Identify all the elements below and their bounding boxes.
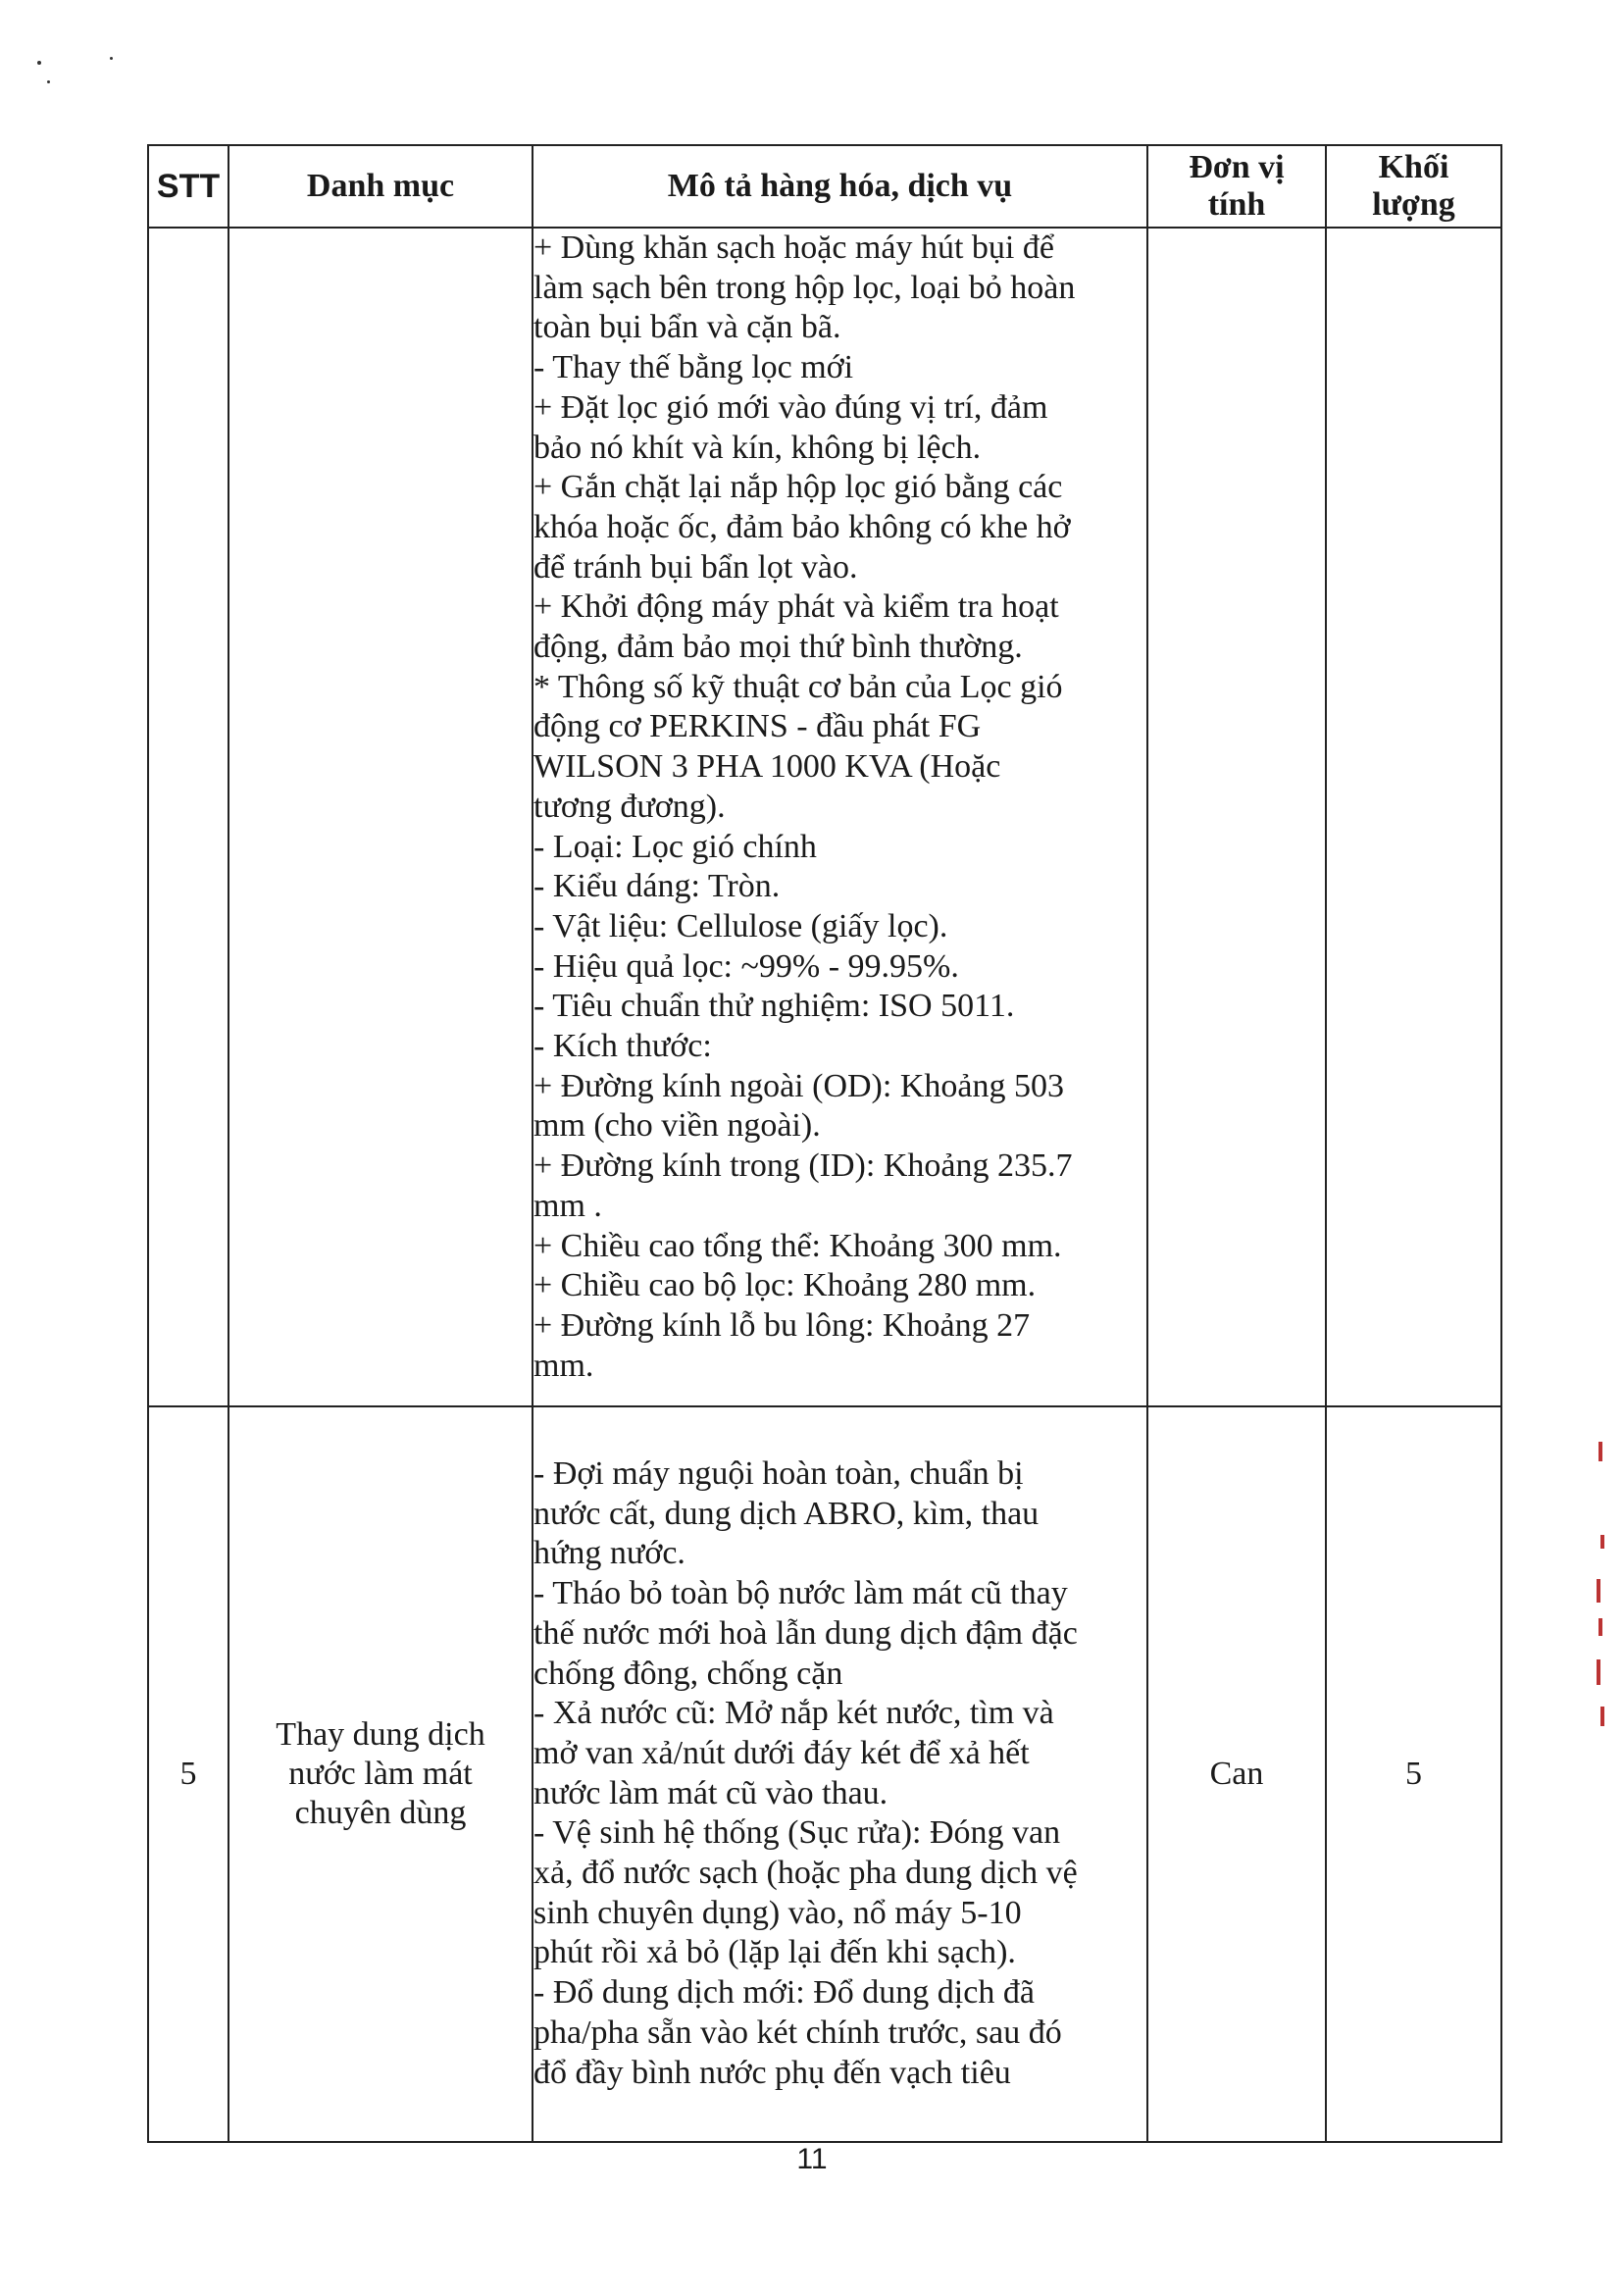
header-quantity: [1326, 145, 1501, 228]
header-category: Danh mục: [228, 145, 533, 228]
description-line: bảo nó khít và kín, không bị lệch.: [533, 429, 982, 466]
description-line: làm sạch bên trong hộp lọc, loại bỏ hoàn: [533, 269, 1076, 306]
description-line: sinh chuyên dụng) vào, nổ máy 5-10: [533, 1894, 1022, 1931]
cell-unit: [1147, 228, 1326, 1406]
category-line: Thay dung dịch: [276, 1716, 485, 1753]
scan-speck: [37, 61, 41, 65]
description-line: + Gắn chặt lại nắp hộp lọc gió bằng các: [533, 469, 1063, 506]
description-line: - Đợi máy nguội hoàn toàn, chuẩn bị: [533, 1455, 1024, 1492]
description-line: * Thông số kỹ thuật cơ bản của Lọc gió: [533, 668, 1063, 705]
description-line: - Kiểu dáng: Tròn.: [533, 868, 781, 905]
page-number: 11: [796, 2143, 828, 2175]
cell-quantity: 5: [1326, 1406, 1501, 2142]
header-quantity-line: lượng: [1372, 186, 1455, 223]
description-line: - Loại: Lọc gió chính: [533, 828, 817, 865]
category-line: nước làm mát: [288, 1756, 473, 1792]
description-line: khóa hoặc ốc, đảm bảo không có khe hở: [533, 508, 1071, 545]
edge-mark: [1597, 1579, 1600, 1603]
header-row: [148, 145, 1501, 228]
description-line: động, đảm bảo mọi thứ bình thường.: [533, 629, 1023, 666]
description-line: - Đổ dung dịch mới: Đổ dung dịch đã: [533, 1974, 1035, 2012]
description-line: mở van xả/nút dưới đáy két để xả hết: [533, 1734, 1030, 1771]
edge-mark: [1599, 1618, 1602, 1636]
goods-table: [147, 144, 1502, 2143]
table-row-continued: [148, 228, 1501, 1406]
description-line: + Đặt lọc gió mới vào đúng vị trí, đảm: [533, 388, 1048, 426]
description-line: hứng nước.: [533, 1535, 685, 1572]
description-line: tương đương).: [533, 788, 726, 825]
description-line: chống đông, chống cặn: [533, 1655, 843, 1692]
description-line: + Khởi động máy phát và kiểm tra hoạt: [533, 588, 1059, 626]
edge-mark: [1600, 1535, 1604, 1549]
description-line: để tránh bụi bẩn lọt vào.: [533, 548, 858, 586]
description-line: mm (cho viền ngoài).: [533, 1107, 821, 1145]
cell-stt: [148, 228, 228, 1406]
cell-category: [228, 1406, 533, 2142]
header-unit-line: Đơn vị: [1189, 149, 1285, 185]
cell-stt: 5: [148, 1406, 228, 2142]
description-line: - Kích thước:: [533, 1028, 712, 1065]
description-line: nước cất, dung dịch ABRO, kìm, thau: [533, 1495, 1040, 1532]
cell-description: [533, 228, 1147, 1406]
scan-speck: [110, 57, 113, 60]
header-stt: STT: [148, 145, 228, 228]
description-line: động cơ PERKINS - đầu phát FG: [533, 708, 982, 745]
scan-speck: [47, 80, 50, 83]
description-line: + Chiều cao bộ lọc: Khoảng 280 mm.: [533, 1267, 1037, 1304]
description-line: - Hiệu quả lọc: ~99% - 99.95%.: [533, 947, 959, 985]
table-row-5: [148, 1406, 1501, 2142]
description-line: + Đường kính ngoài (OD): Khoảng 503: [533, 1067, 1064, 1104]
cell-description: [533, 1406, 1147, 2142]
description-line: pha/pha sẵn vào két chính trước, sau đó: [533, 2014, 1062, 2051]
description-lines: [533, 1454, 1146, 2093]
description-line: + Đường kính lỗ bu lông: Khoảng 27: [533, 1306, 1031, 1344]
description-line: toàn bụi bẩn và cặn bã.: [533, 309, 841, 346]
description-line: phút rồi xả bỏ (lặp lại đến khi sạch).: [533, 1934, 1016, 1971]
description-line: thế nước mới hoà lẫn dung dịch đậm đặc: [533, 1614, 1078, 1652]
description-line: đổ đầy bình nước phụ đến vạch tiêu: [533, 2054, 1011, 2091]
category-line: chuyên dùng: [294, 1795, 467, 1831]
header-unit: [1147, 145, 1326, 228]
description-line: + Chiều cao tổng thể: Khoảng 300 mm.: [533, 1227, 1062, 1264]
description-line: - Thay thế bằng lọc mới: [533, 349, 854, 386]
description-line: nước làm mát cũ vào thau.: [533, 1774, 888, 1811]
description-line: - Xả nước cũ: Mở nắp két nước, tìm và: [533, 1695, 1054, 1732]
description-line: - Tiêu chuẩn thử nghiệm: ISO 5011.: [533, 988, 1015, 1025]
description-line: - Vật liệu: Cellulose (giấy lọc).: [533, 907, 948, 944]
description-line: + Đường kính trong (ID): Khoảng 235.7: [533, 1147, 1073, 1185]
description-line: + Dùng khăn sạch hoặc máy hút bụi để: [533, 229, 1054, 266]
description-line: mm.: [533, 1347, 594, 1384]
edge-mark: [1597, 1659, 1600, 1685]
edge-mark: [1600, 1707, 1604, 1726]
description-line: - Tháo bỏ toàn bộ nước làm mát cũ thay: [533, 1575, 1068, 1612]
edge-mark: [1599, 1442, 1602, 1461]
header-unit-line: tính: [1207, 186, 1266, 223]
description-line: WILSON 3 PHA 1000 KVA (Hoặc: [533, 748, 1001, 786]
cell-category: [228, 228, 533, 1406]
description-line: - Vệ sinh hệ thống (Sục rửa): Đóng van: [533, 1814, 1061, 1852]
header-description: Mô tả hàng hóa, dịch vụ: [533, 145, 1147, 228]
cell-quantity: [1326, 228, 1501, 1406]
description-lines: [533, 229, 1146, 1386]
cell-unit: Can: [1147, 1406, 1326, 2142]
description-line: mm .: [533, 1187, 602, 1224]
header-quantity-line: Khối: [1378, 149, 1449, 185]
description-line: xả, đổ nước sạch (hoặc pha dung dịch vệ: [533, 1855, 1078, 1892]
